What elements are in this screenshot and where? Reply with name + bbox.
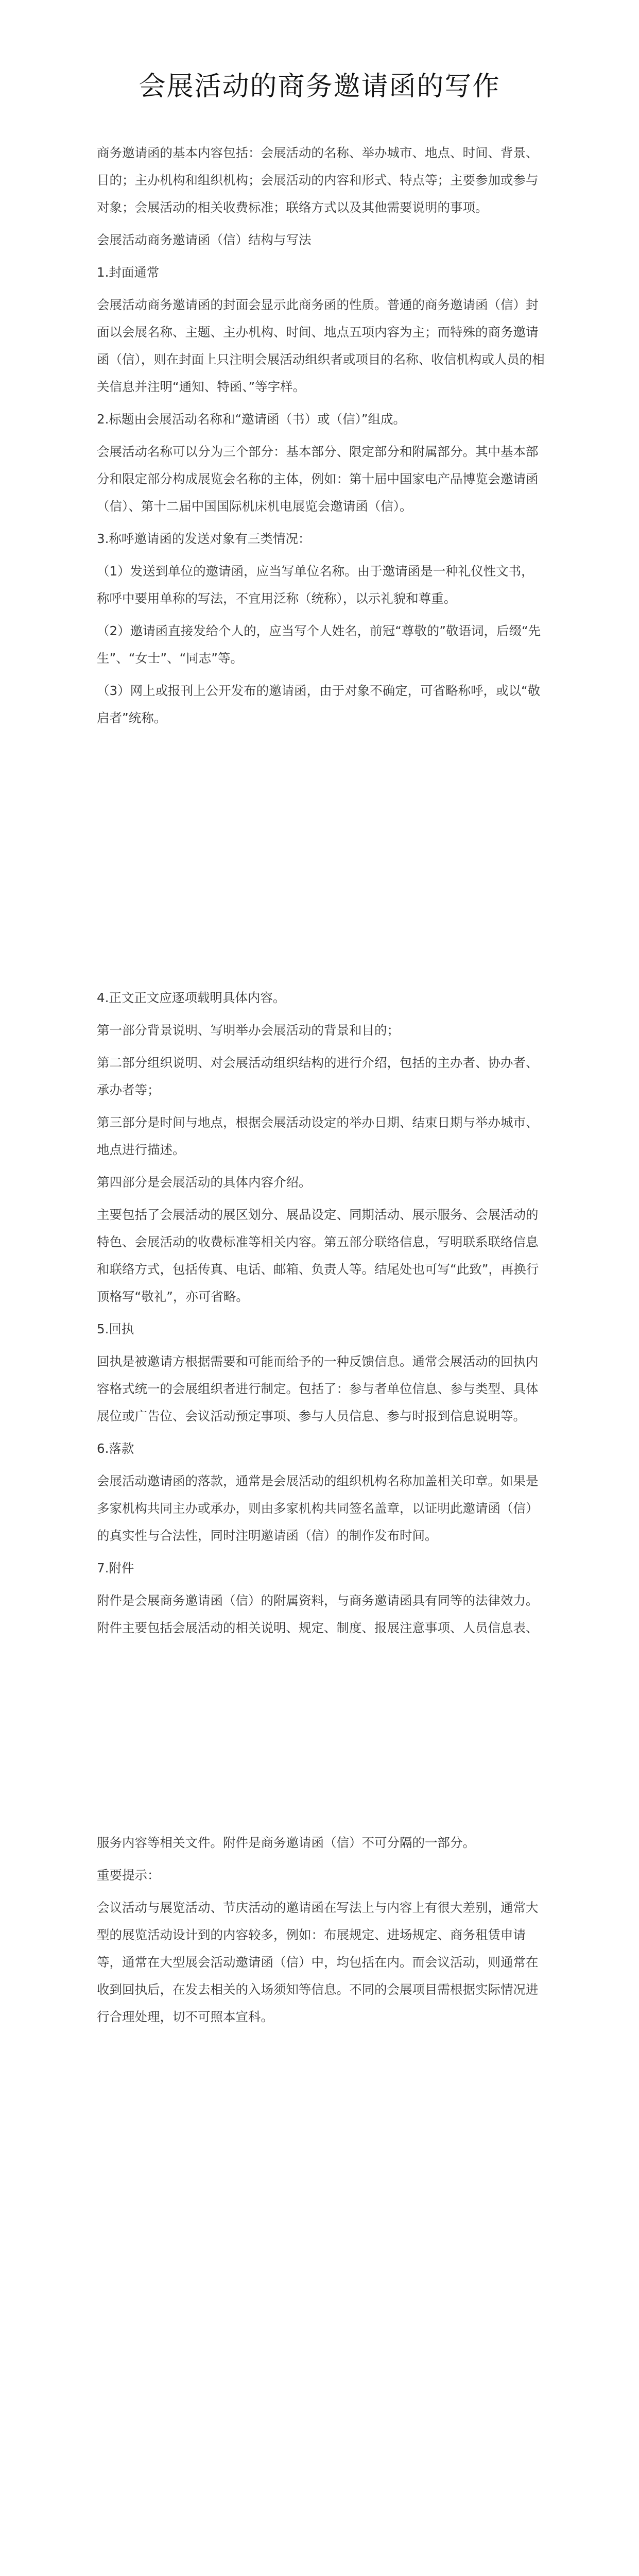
paragraph: 回执是被邀请方根据需要和可能而给予的一种反馈信息。通常会展活动的回执内容格式统一的会展组织者进行制定。包括了：参与者单位信息、参与类型、具体展位或广告位、会议活动预定事项、参与人员信息、参与时报到信息说明等。 (97, 1354, 539, 1423)
paragraph: 5.回执 (97, 1321, 134, 1336)
paragraph: 重要提示： (97, 1868, 160, 1883)
paragraph: 会展活动名称可以分为三个部分：基本部分、限定部分和附属部分。其中基本部分和限定部分构成展览会名称的主体，例如：第十届中国家电产品博览会邀请函（信）、第十二届中国国际机床机电展览会邀请函（信）。 (97, 444, 539, 514)
paragraph: 会议活动与展览活动、节庆活动的邀请函在写法上与内容上有很大差别，通常大型的展览活动设计到的内容较多，例如：布展规定、进场规定、商务租赁申请等，通常在大型展会活动邀请函（信）中，均包括在内。而会议活动，则通常在收到回执后，在发去相关的入场须知等信息。不同的会展项目需根据实际情况进行合理处理，切不可照本宣科。 (97, 1900, 539, 2024)
paragraph: 第一部分背景说明、写明举办会展活动的背景和目的； (97, 1023, 400, 1038)
paragraph: 1.封面通常 (97, 265, 160, 280)
paragraph: 会展活动邀请函的落款，通常是会展活动的组织机构名称加盖相关印章。如果是多家机构共同主办或承办，则由多家机构共同签名盖章，以证明此邀请函（信）的真实性与合法性，同时注明邀请函（信）的制作发布时间。 (97, 1473, 539, 1543)
paragraph: 服务内容等相关文件。附件是商务邀请函（信）不可分隔的一部分。 (97, 1835, 475, 1850)
page-title: 会展活动的商务邀请函的写作 (139, 71, 500, 102)
paragraph: （3）网上或报刊上公开发布的邀请函，由于对象不确定，可省略称呼，或以“敬启者”统称。 (97, 683, 541, 725)
paragraph: 3.称呼邀请函的发送对象有三类情况： (97, 531, 311, 546)
paragraph: 7.附件 (97, 1561, 134, 1575)
paragraph: 附件是会展商务邀请函（信）的附属资料，与商务邀请函具有同等的法律效力。附件主要包括会展活动的相关说明、规定、制度、报展注意事项、人员信息表、 (97, 1593, 539, 1635)
paragraph: （1）发送到单位的邀请函，应当写单位名称。由于邀请函是一种礼仪性文书，称呼中要用单称的写法，不宜用泛称（统称），以示礼貌和尊重。 (97, 564, 534, 606)
section-attachment-and-tips (97, 1829, 545, 2036)
paragraph: 6.落款 (97, 1441, 134, 1456)
section-intro-and-structure (97, 139, 545, 737)
paragraph: 第三部分是时间与地点，根据会展活动设定的举办日期、结束日期与举办城市、地点进行描述。 (97, 1115, 539, 1157)
paragraph: （2）邀请函直接发给个人的，应当写个人姓名，前冠“尊敬的”敬语词，后缀“先生”、“女士”、“同志”等。 (97, 623, 541, 666)
paragraph: 会展活动商务邀请函（信）结构与写法 (97, 232, 312, 247)
paragraph: 商务邀请函的基本内容包括：会展活动的名称、举办城市、地点、时间、背景、目的；主办机构和组织机构；会展活动的内容和形式、特点等；主要参加或参与对象；会展活动的相关收费标准；联络方式以及其他需要说明的事项。 (97, 145, 539, 215)
section-body-content (97, 984, 545, 1647)
paragraph: 会展活动商务邀请函的封面会显示此商务函的性质。普通的商务邀请函（信）封面以会展名称、主题、主办机构、时间、地点五项内容为主；而特殊的商务邀请函（信），则在封面上只注明会展活动组织者或项目的名称、收信机构或人员的相关信息并注明“通知、特函、”等字样。 (97, 297, 545, 394)
paragraph: 主要包括了会展活动的展区划分、展品设定、同期活动、展示服务、会展活动的特色、会展活动的收费标准等相关内容。第五部分联络信息，写明联系联络信息和联络方式，包括传真、电话、邮箱、负责人等。结尾处也可写“此致”，再换行顶格写“敬礼”，亦可省略。 (97, 1207, 539, 1304)
paragraph: 2.标题由会展活动名称和“邀请函（书）或（信）”组成。 (97, 412, 406, 427)
paragraph: 4.正文正文应逐项载明具体内容。 (97, 990, 286, 1005)
paragraph: 第四部分是会展活动的具体内容介绍。 (97, 1175, 312, 1190)
paragraph: 第二部分组织说明、对会展活动组织结构的进行介绍，包括的主办者、协办者、承办者等； (97, 1055, 539, 1097)
